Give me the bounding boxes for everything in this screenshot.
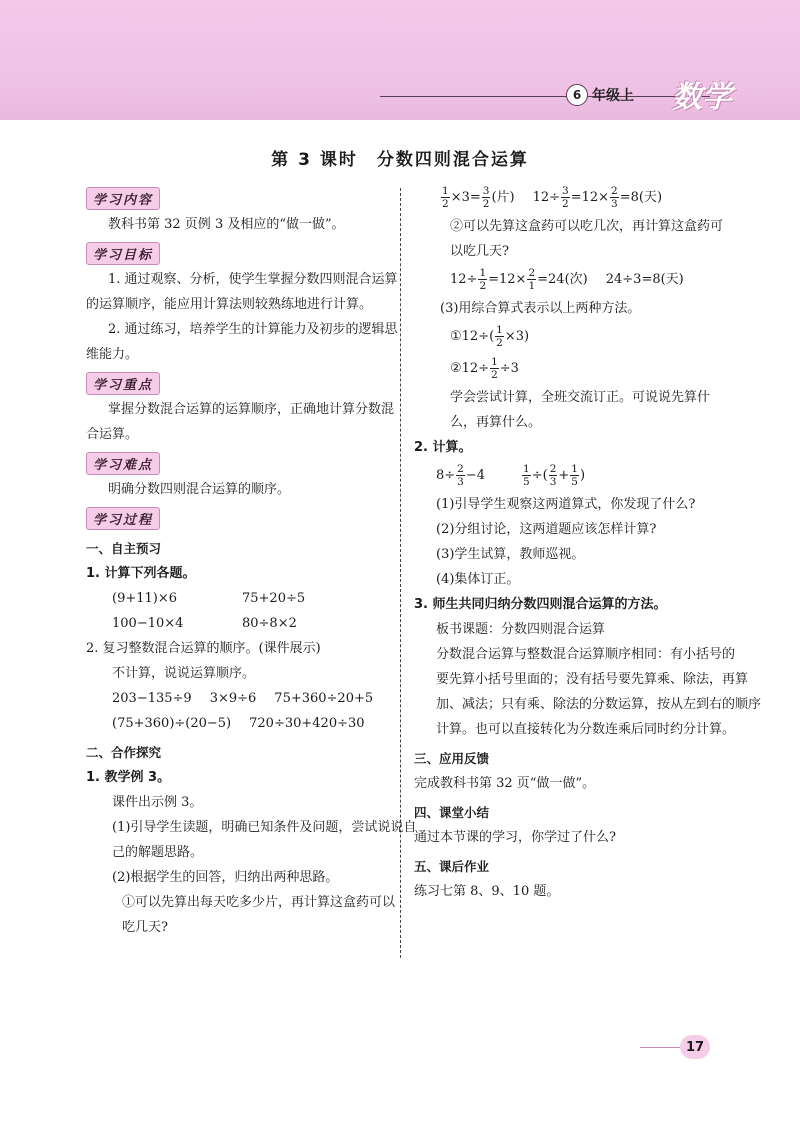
eq-method1: $\frac{1}{2}$ ×3= $\frac{3}{2}$ (片) 12÷ $\frac{3}{2}$ =12× $\frac{2}{3}$ =8(天) (442, 185, 663, 210)
tag-key-point: 学习重点 (86, 372, 160, 395)
page-number-rule (640, 1047, 680, 1048)
fraction: $\frac{2}{3}$ (611, 185, 618, 210)
s2-q1-d1: ①可以先算出每天吃多少片，再计算这盒药可以 (122, 895, 396, 910)
s3-text: 完成教科书第 32 页“做一做”。 (414, 776, 596, 791)
fraction: $\frac{3}{2}$ (562, 185, 569, 210)
s1-q1: 1. 计算下列各题。 (86, 566, 196, 581)
section-4-heading: 四、课堂小结 (414, 805, 490, 820)
goal1-line2: 的运算顺序，能应用计算法则较熟练地进行计算。 (86, 297, 373, 312)
key-line2: 合运算。 (86, 427, 139, 442)
rule-line3: 加、减法；只有乘、除法的分数运算，按从左到右的顺序 (436, 697, 762, 712)
fraction: $\frac{1}{2}$ (491, 356, 498, 381)
combined-eq1: ①12÷( $\frac{1}{2}$ ×3) (450, 324, 530, 349)
think2-line2: 以吃几天? (450, 244, 509, 259)
eq-method2: 12÷ $\frac{1}{2}$ =12× $\frac{2}{1}$ =24(次) 24÷3=8(天) (450, 267, 684, 292)
grade-text: 年级上 (592, 88, 634, 104)
right-column (414, 182, 762, 904)
fraction: $\frac{2}{1}$ (528, 267, 536, 292)
s2-q1-a: 课件出示例 3。 (112, 795, 203, 810)
s1-q2-row1: 203−135÷9 3×9÷6 75+360÷20+5 (112, 691, 374, 706)
s2-q1-d2: 吃几天? (122, 920, 168, 935)
tag-learning-content: 学习内容 (86, 187, 160, 210)
page-number: 17 (680, 1035, 710, 1059)
p3-text: (3)用综合算式表示以上两种方法。 (440, 301, 641, 316)
q2-step4: (4)集体订正。 (436, 572, 520, 587)
difficulty-text: 明确分数四则混合运算的顺序。 (108, 482, 291, 497)
q2-step3: (3)学生试算，教师巡视。 (436, 547, 585, 562)
s2-q1: 1. 教学例 3。 (86, 770, 171, 785)
combined-eq2: ②12÷ $\frac{1}{2}$ ÷3 (450, 356, 519, 381)
board-title: 板书课题：分数四则混合运算 (436, 622, 606, 637)
q2-step1: (1)引导学生观察这两道算式，你发现了什么? (436, 497, 696, 512)
goal2-line1: 2. 通过练习，培养学生的计算能力及初步的逻辑思 (108, 322, 398, 337)
tag-process: 学习过程 (86, 507, 160, 530)
tag-learning-goal: 学习目标 (86, 242, 160, 265)
tag-difficulty: 学习难点 (86, 452, 160, 475)
q2-heading: 2. 计算。 (414, 440, 472, 455)
section-3-heading: 三、应用反馈 (414, 751, 490, 766)
content-text: 教科书第 32 页例 3 及相应的“做一做”。 (108, 217, 345, 232)
s1-q2-sub: 不计算，说说运算顺序。 (112, 666, 256, 681)
fraction: $\frac{2}{3}$ (457, 463, 464, 488)
s1-q1-row2: 100−10×4 80÷8×2 (112, 616, 297, 631)
goal2-line2: 维能力。 (86, 347, 139, 362)
rule-line2: 要先算小括号里面的；没有括号要先算乘、除法，再算 (436, 672, 749, 687)
section-2-heading: 二、合作探究 (86, 745, 162, 760)
s1-q2: 2. 复习整数混合运算的顺序。(课件展示) (86, 641, 321, 656)
header-rule (380, 96, 710, 97)
s1-q1-row1: (9+11)×6 75+20÷5 (112, 591, 306, 606)
s1-q2-row2: (75+360)÷(20−5) 720÷30+420÷30 (112, 716, 365, 731)
fraction: $\frac{3}{2}$ (482, 185, 490, 210)
fraction: $\frac{1}{2}$ (479, 267, 487, 292)
grade-label (566, 84, 634, 106)
q2-step2: (2)分组讨论，这两道题应该怎样计算? (436, 522, 657, 537)
left-column (86, 182, 417, 940)
rule-line4: 计算。也可以直接转化为分数连乘后同时约分计算。 (436, 722, 736, 737)
fraction: $\frac{1}{5}$ (523, 463, 530, 488)
section-1-heading: 一、自主预习 (86, 541, 162, 556)
q3-heading: 3. 师生共同归纳分数四则混合运算的方法。 (414, 597, 667, 612)
s4-text: 通过本节课的学习，你学过了什么? (414, 830, 616, 845)
subject-logo: 数学 (672, 80, 732, 115)
goal1-line1: 1. 通过观察、分析，使学生掌握分数四则混合运算 (108, 272, 398, 287)
think2-line1: ②可以先算这盒药可以吃几次，再计算这盒药可 (450, 219, 724, 234)
fraction: $\frac{2}{3}$ (549, 463, 557, 488)
column-divider (400, 188, 401, 958)
learn-line2: 么，再算什么。 (450, 415, 542, 430)
section-5-heading: 五、课后作业 (414, 859, 490, 874)
learn-line1: 学会尝试计算，全班交流订正。可说说先算什 (450, 390, 711, 405)
s5-text: 练习七第 8、9、10 题。 (414, 884, 560, 899)
key-line1: 掌握分数混合运算的运算顺序，正确地计算分数混 (108, 402, 395, 417)
grade-number: 6 (566, 84, 588, 106)
s2-q1-b2: 己的解题思路。 (112, 845, 204, 860)
page-title: 第 3 课时 分数四则混合运算 (271, 150, 529, 170)
s2-q1-b1: (1)引导学生读题，明确已知条件及问题，尝试说说自 (112, 820, 417, 835)
rule-line1: 分数混合运算与整数混合运算顺序相同：有小括号的 (436, 647, 736, 662)
s2-q1-c: (2)根据学生的回答，归纳出两种思路。 (112, 870, 339, 885)
fraction: $\frac{1}{2}$ (442, 185, 449, 210)
fraction: $\frac{1}{5}$ (571, 463, 578, 488)
q2-expressions: 8÷ $\frac{2}{3}$ −4 $\frac{1}{5}$ ÷( $\frac{2}{3}$ + $\frac{1}{5}$ ) (436, 463, 586, 488)
fraction: $\frac{1}{2}$ (496, 324, 503, 349)
